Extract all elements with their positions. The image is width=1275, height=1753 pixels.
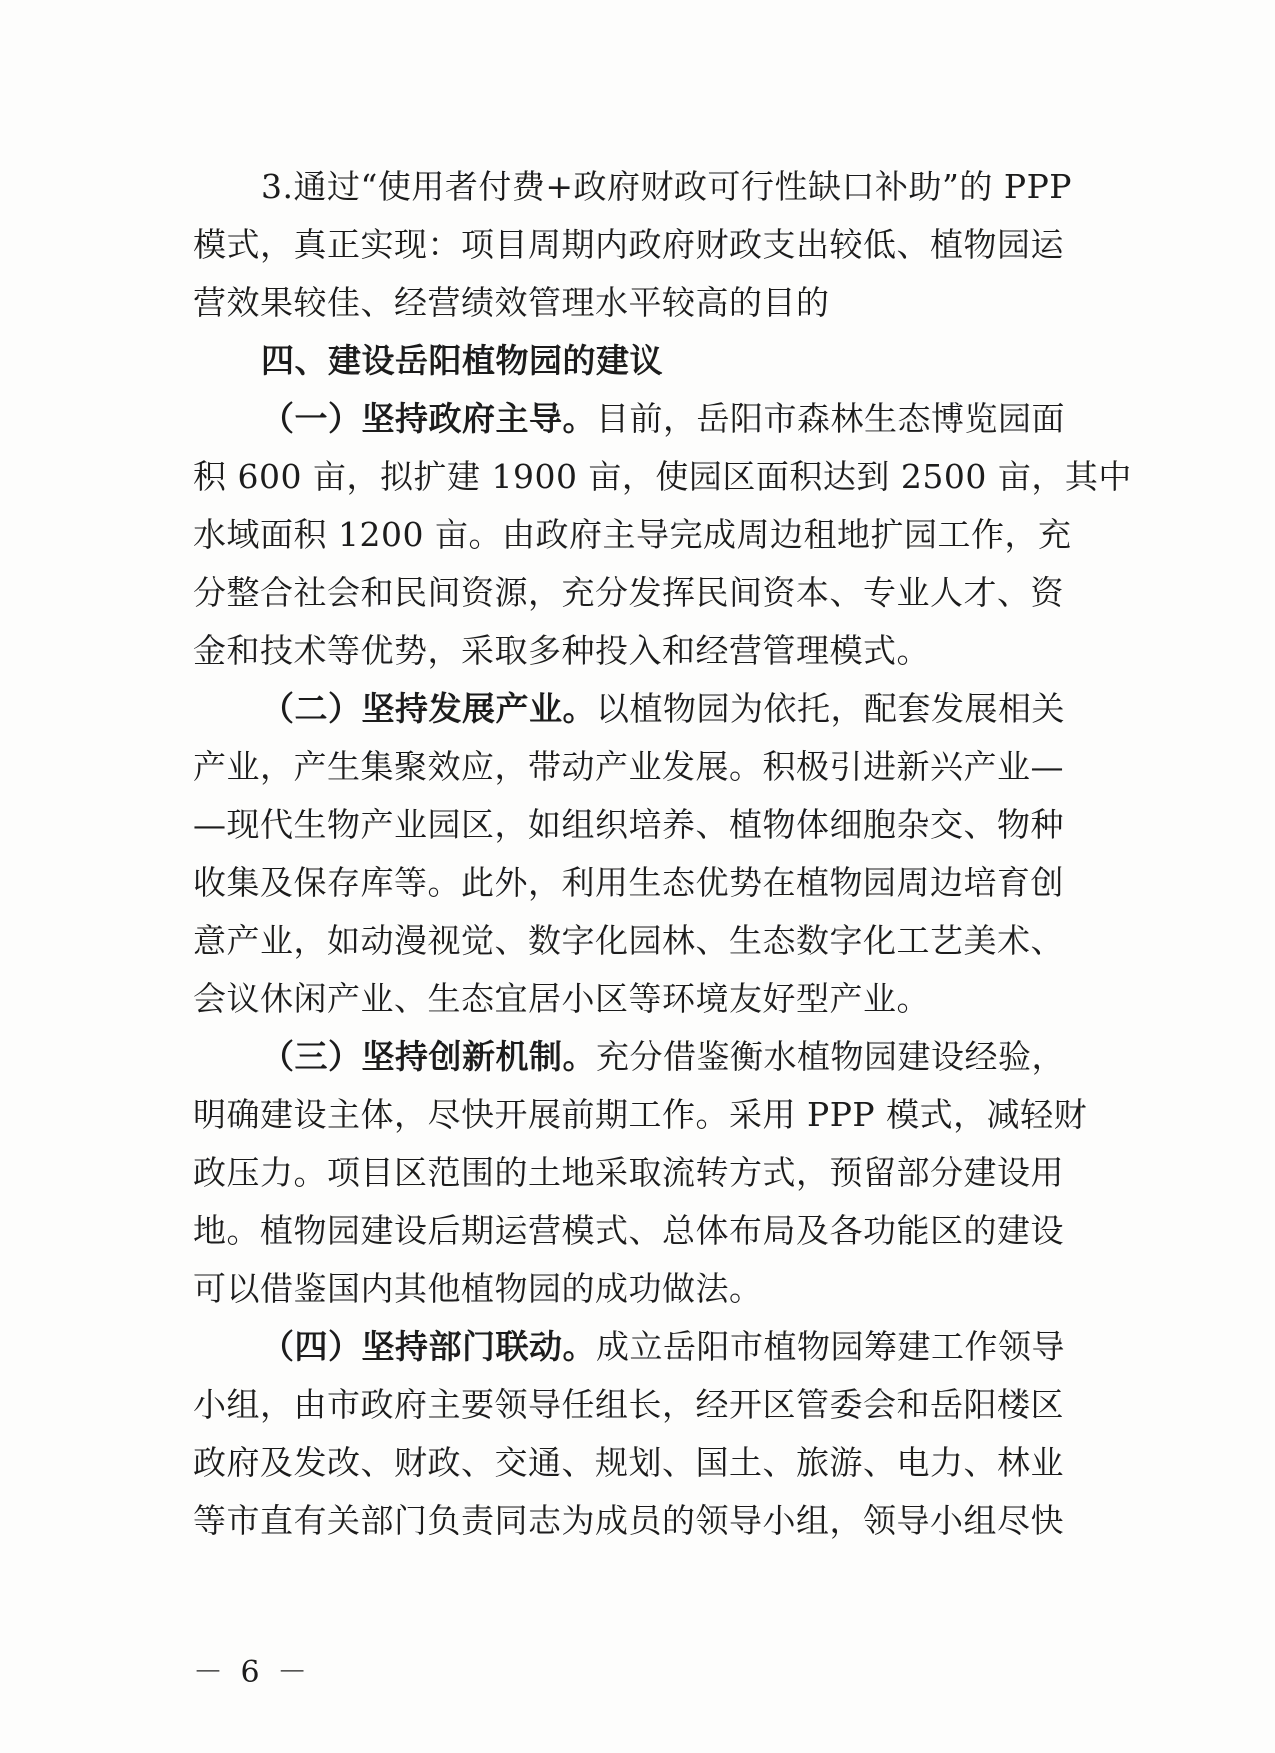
line-text: 地。植物园建设后期运营模式、总体布局及各功能区的建设: [193, 1211, 1064, 1250]
text-line: [193, 158, 1072, 216]
subsection-lead: （四）坚持部门联动。: [261, 1327, 596, 1366]
text-line: [193, 1492, 1063, 1550]
line-text: 小组，由市政府主要领导任组长，经开区管委会和岳阳楼区: [193, 1385, 1064, 1424]
text-line: [193, 854, 1063, 912]
line-text: 营效果较佳、经营绩效管理水平较高的目的: [193, 283, 830, 322]
line-text: 可以借鉴国内其他植物园的成功做法。: [193, 1269, 763, 1308]
section-title: [193, 332, 1063, 390]
text-line: [193, 216, 1063, 274]
text-line: [193, 1144, 1063, 1202]
line-text: 政压力。项目区范围的土地采取流转方式，预留部分建设用: [193, 1153, 1064, 1192]
page-number: － 6 －: [193, 1655, 312, 1690]
text-line: [193, 1202, 1063, 1260]
section-heading-line: [193, 1028, 1063, 1086]
text-line: [193, 1260, 1063, 1318]
line-text: 会议休闲产业、生态宜居小区等环境友好型产业。: [193, 979, 930, 1018]
text-line: [193, 564, 1063, 622]
text-line: [193, 796, 1063, 854]
subsection-lead: （二）坚持发展产业。: [261, 689, 596, 728]
line-text: 四、建设岳阳植物园的建议: [261, 341, 663, 380]
subsection-lead: （一）坚持政府主导。: [261, 399, 596, 438]
text-line: [193, 506, 1072, 564]
text-line: [193, 448, 1132, 506]
text-line: [193, 738, 1063, 796]
line-text: 意产业，如动漫视觉、数字化园林、生态数字化工艺美术、: [193, 921, 1064, 960]
line-text: —现代生物产业园区，如组织培养、植物体细胞杂交、物种: [193, 805, 1064, 844]
line-text: 积 600 亩，拟扩建 1900 亩，使园区面积达到 2500 亩，其中: [193, 457, 1132, 496]
line-text: 收集及保存库等。此外，利用生态优势在植物园周边培育创: [193, 863, 1064, 902]
line-text: 政府及发改、财政、交通、规划、国土、旅游、电力、林业: [193, 1443, 1064, 1482]
line-text: 充分借鉴衡水植物园建设经验，: [596, 1037, 1065, 1076]
body-text: [193, 158, 1132, 1550]
text-line: [193, 622, 1063, 680]
section-heading-line: [193, 1318, 1063, 1376]
line-text: 水域面积 1200 亩。由政府主导完成周边租地扩园工作，充: [193, 515, 1072, 554]
subsection-lead: （三）坚持创新机制。: [261, 1037, 596, 1076]
line-text: 3.通过“使用者付费+政府财政可行性缺口补助”的 PPP: [261, 167, 1072, 206]
section-heading-line: [193, 390, 1063, 448]
text-line: [193, 1434, 1063, 1492]
line-text: 成立岳阳市植物园筹建工作领导: [596, 1327, 1065, 1366]
line-text: 分整合社会和民间资源，充分发挥民间资本、专业人才、资: [193, 573, 1064, 612]
line-text: 等市直有关部门负责同志为成员的领导小组，领导小组尽快: [193, 1501, 1064, 1540]
section-heading-line: [193, 680, 1063, 738]
line-text: 目前，岳阳市森林生态博览园面: [596, 399, 1065, 438]
line-text: 金和技术等优势，采取多种投入和经营管理模式。: [193, 631, 930, 670]
text-line: [193, 970, 1063, 1028]
text-line: [193, 274, 1063, 332]
line-text: 明确建设主体，尽快开展前期工作。采用 PPP 模式，减轻财: [193, 1095, 1088, 1134]
text-line: [193, 1376, 1063, 1434]
line-text: 模式，真正实现：项目周期内政府财政支出较低、植物园运: [193, 225, 1064, 264]
line-text: 产业，产生集聚效应，带动产业发展。积极引进新兴产业—: [193, 747, 1064, 786]
line-text: 以植物园为依托，配套发展相关: [596, 689, 1065, 728]
text-line: [193, 912, 1063, 970]
text-line: [193, 1086, 1088, 1144]
